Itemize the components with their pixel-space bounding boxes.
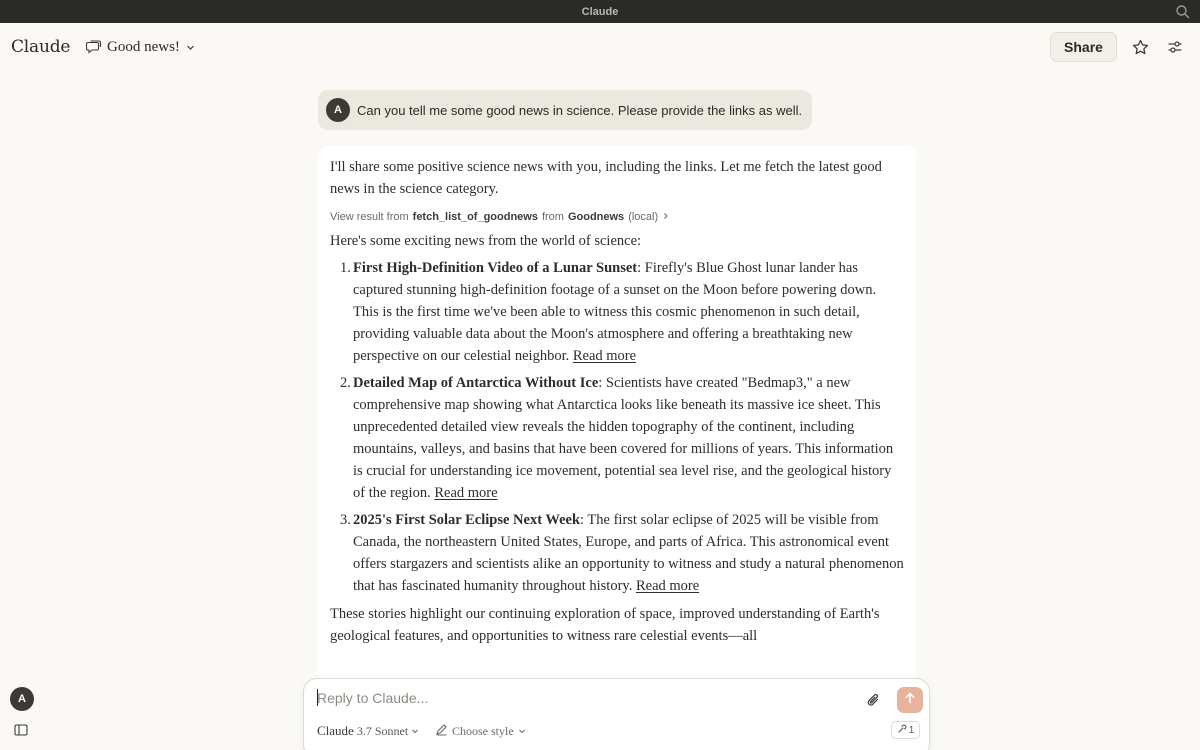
tools-icon — [897, 724, 907, 737]
tools-count: 1 — [908, 724, 915, 736]
read-more-link[interactable]: Read more — [635, 578, 700, 594]
assistant-response — [318, 145, 916, 700]
tool-result-prefix: View result from — [330, 211, 409, 223]
sidebar-toggle-icon[interactable] — [14, 723, 28, 737]
list-item-number: 2. — [340, 375, 351, 391]
style-label: Choose style — [452, 723, 514, 738]
model-version: 3.7 Sonnet — [356, 723, 409, 738]
tool-result-link[interactable] — [330, 209, 904, 225]
text-caret — [317, 689, 318, 706]
read-more-link[interactable]: Read more — [434, 485, 498, 501]
window-titlebar — [0, 0, 1200, 23]
search-icon[interactable] — [1175, 4, 1190, 19]
model-selector[interactable] — [317, 723, 419, 739]
news-list — [330, 257, 904, 597]
send-button[interactable] — [897, 687, 923, 713]
news-title: 2025's First Solar Eclipse Next Week — [353, 512, 581, 528]
response-lead: Here's some exciting news from the world of science: — [330, 233, 642, 249]
news-body: : Firefly's Blue Ghost lunar lander has captured stunning high-definition footage of a sunset on the Moon before powering down. This is the first time we've been able to witness this cosmic phenomenon in such detail, providing valuable data about the Moon's atmosphere and offering a breathtaking new perspective on our celestial neighbor. — [353, 260, 877, 364]
response-intro: I'll share some positive science news with you, including the links. Let me fetch the latest good news in the science category. — [330, 159, 882, 197]
chevron-right-icon — [662, 206, 670, 228]
tool-name: fetch_list_of_goodnews — [412, 211, 538, 223]
window-title: Claude — [581, 5, 619, 18]
tool-from: from — [541, 211, 564, 223]
news-body: : Scientists have created "Bedmap3," a new comprehensive map showing what Antarctica looks like beneath its massive ice sheet. This unprecedented detailed view reveals the hidden topography of the continent, including mountains, valleys, and basins that have been covered for millions of years. This information is crucial for understanding ice movement, potential sea level rise, and the geological history of the region. — [353, 375, 894, 501]
list-item — [330, 257, 904, 367]
list-item — [330, 509, 904, 597]
chevron-down-icon — [518, 724, 526, 739]
tool-source: Goodnews — [567, 211, 625, 223]
app-header — [0, 23, 1200, 71]
news-title: First High-Definition Video of a Lunar Sunset — [353, 260, 638, 276]
user-avatar: A — [326, 98, 350, 122]
tools-button[interactable] — [891, 721, 920, 739]
account-avatar[interactable]: A — [10, 687, 34, 711]
paperclip-icon[interactable] — [866, 691, 882, 709]
share-button[interactable]: Share — [1050, 32, 1117, 62]
settings-sliders-icon[interactable] — [1165, 37, 1185, 57]
model-name: Claude — [317, 723, 354, 738]
read-more-link[interactable]: Read more — [572, 348, 637, 364]
list-item-number: 3. — [340, 512, 351, 528]
style-selector[interactable] — [435, 723, 526, 739]
chevron-down-icon — [186, 43, 195, 52]
conversation-title: Good news! — [107, 38, 180, 55]
user-message — [318, 90, 812, 130]
claude-logo[interactable]: Claude — [11, 37, 71, 57]
star-icon[interactable] — [1130, 37, 1150, 57]
user-message-text: Can you tell me some good news in science. Please provide the links as well. — [357, 102, 803, 118]
conversation-title-menu[interactable] — [86, 37, 195, 57]
response-closing: These stories highlight our continuing exploration of space, improved understanding of Earth's geological features, and opportunities to witness rare celestial events—all — [330, 606, 880, 644]
pen-icon — [435, 723, 448, 740]
composer — [303, 678, 930, 750]
news-title: Detailed Map of Antarctica Without Ice — [353, 375, 599, 391]
news-body: : The first solar eclipse of 2025 will be visible from Canada, the northeastern United States, Europe, and parts of Africa. This astronomical event offers stargazers and scientists alike an opportunity to witness and study a natural phenomenon that has fascinated humanity throughout history. — [353, 512, 904, 594]
arrow-up-icon — [904, 691, 916, 709]
list-item — [330, 372, 904, 504]
list-item-number: 1. — [340, 260, 351, 276]
chat-bubble-icon — [86, 40, 101, 54]
tool-source-tag: (local) — [628, 211, 659, 223]
chevron-down-icon — [411, 723, 419, 739]
reply-input[interactable] — [317, 687, 837, 709]
